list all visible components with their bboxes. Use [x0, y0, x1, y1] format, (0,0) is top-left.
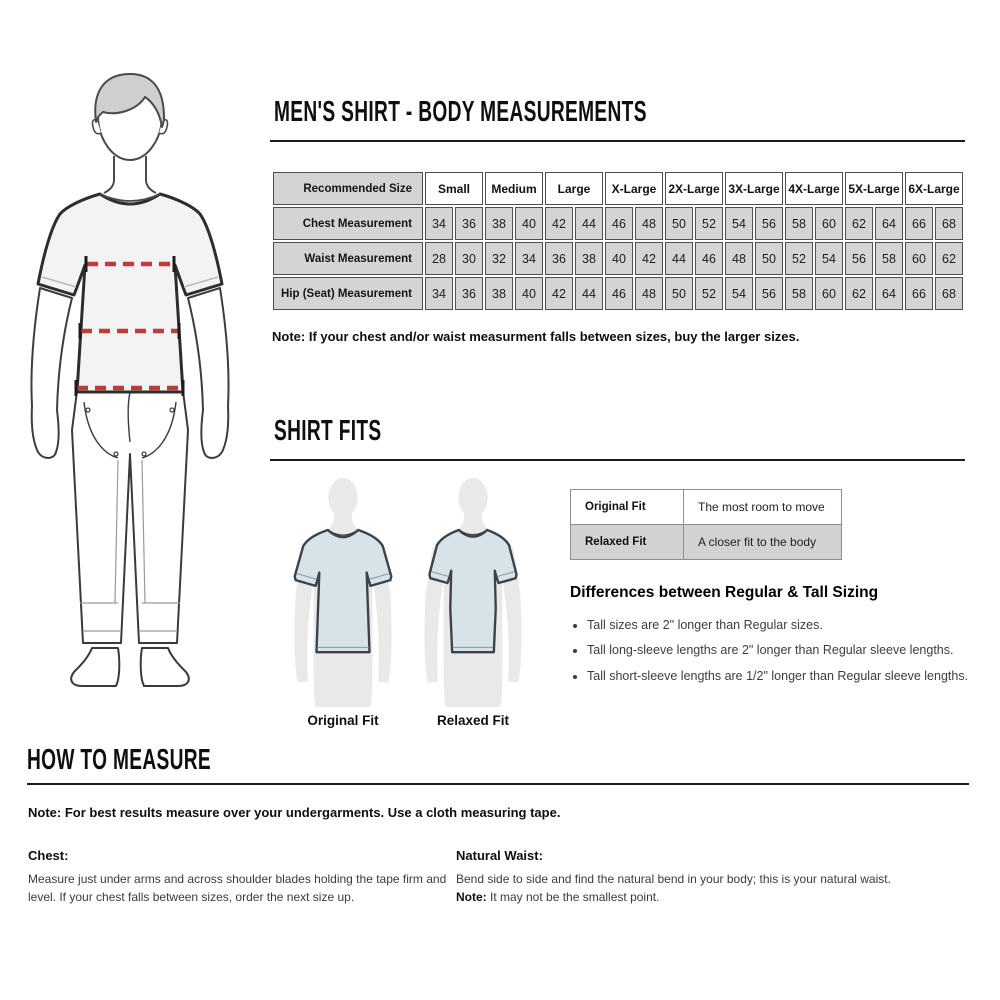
- size-col-2xlarge: 2X-Large: [665, 172, 723, 205]
- measurement-value: 66: [905, 207, 933, 240]
- measurement-value: 48: [725, 242, 753, 275]
- measurement-value: 38: [485, 277, 513, 310]
- measurement-value: 42: [545, 277, 573, 310]
- size-col-xlarge: X-Large: [605, 172, 663, 205]
- original-fit-illustration: [283, 476, 403, 708]
- relaxed-fit-row: [571, 525, 842, 560]
- measurement-value: 58: [785, 277, 813, 310]
- measurement-value: 28: [425, 242, 453, 275]
- original-fit-row: [571, 490, 842, 525]
- measurement-value: 52: [785, 242, 813, 275]
- measurement-value: 60: [815, 207, 843, 240]
- measurement-value: 34: [425, 207, 453, 240]
- table-header-row: [273, 172, 963, 205]
- natural-waist-note-label: Note:: [456, 890, 487, 904]
- measurement-value: 66: [905, 277, 933, 310]
- measurement-value: 34: [515, 242, 543, 275]
- original-fit-label: Original Fit: [307, 713, 379, 728]
- measurement-value: 60: [815, 277, 843, 310]
- measurement-value: 34: [425, 277, 453, 310]
- size-col-3xlarge: 3X-Large: [725, 172, 783, 205]
- fit-description-table: [570, 489, 842, 560]
- measurement-value: 62: [845, 207, 873, 240]
- measurement-value: 64: [875, 207, 903, 240]
- fit-name: Relaxed Fit: [571, 525, 684, 560]
- measurement-value: 36: [455, 277, 483, 310]
- size-col-6xlarge: 6X-Large: [905, 172, 963, 205]
- title-underline: [270, 140, 965, 142]
- measurement-value: 44: [575, 207, 603, 240]
- measurement-value: 58: [875, 242, 903, 275]
- measurement-value: 54: [815, 242, 843, 275]
- chest-instructions: [28, 848, 458, 906]
- measurement-value: 46: [605, 207, 633, 240]
- row-label: Hip (Seat) Measurement: [273, 277, 423, 310]
- chest-heading: Chest:: [28, 848, 69, 863]
- measurement-value: 44: [575, 277, 603, 310]
- body-measurement-figure-illustration: [30, 58, 260, 693]
- waist-measurement-row: [273, 242, 963, 275]
- measurement-value: 44: [665, 242, 693, 275]
- relaxed-fit-label: Relaxed Fit: [436, 713, 510, 728]
- measurement-value: 60: [905, 242, 933, 275]
- measurement-value: 52: [695, 207, 723, 240]
- row-label: Chest Measurement: [273, 207, 423, 240]
- chest-measurement-row: [273, 207, 963, 240]
- measurement-value: 40: [515, 277, 543, 310]
- measurement-value: 50: [665, 207, 693, 240]
- measurement-value: 40: [515, 207, 543, 240]
- measurement-value: 54: [725, 277, 753, 310]
- size-col-small: Small: [425, 172, 483, 205]
- natural-waist-instructions: [456, 848, 896, 906]
- size-col-5xlarge: 5X-Large: [845, 172, 903, 205]
- measurement-value: 62: [845, 277, 873, 310]
- relaxed-fit-illustration: [413, 476, 533, 708]
- measurement-value: 30: [455, 242, 483, 275]
- size-col-4xlarge: 4X-Large: [785, 172, 843, 205]
- size-col-large: Large: [545, 172, 603, 205]
- measurement-value: 68: [935, 207, 963, 240]
- measurement-value: 38: [575, 242, 603, 275]
- measurement-value: 50: [665, 277, 693, 310]
- measurement-value: 42: [545, 207, 573, 240]
- section-title-how-to-measure: HOW TO MEASURE: [27, 744, 211, 776]
- natural-waist-heading: Natural Waist:: [456, 848, 543, 863]
- measurement-value: 68: [935, 277, 963, 310]
- measurement-value: 52: [695, 277, 723, 310]
- natural-waist-text-part1: Bend side to side and find the natural bend in your body; this is your natural waist.: [456, 872, 891, 886]
- differences-list: [572, 617, 987, 693]
- measurement-value: 48: [635, 207, 663, 240]
- measurement-value: 40: [605, 242, 633, 275]
- size-col-medium: Medium: [485, 172, 543, 205]
- measurement-value: 32: [485, 242, 513, 275]
- hip-measurement-row: [273, 277, 963, 310]
- section-title-body-measurements: MEN'S SHIRT - BODY MEASUREMENTS: [274, 96, 647, 128]
- sizing-note: Note: If your chest and/or waist measurment falls between sizes, buy the larger sizes.: [272, 329, 800, 344]
- measurement-value: 56: [755, 207, 783, 240]
- how-to-measure-underline: [27, 783, 969, 785]
- measurement-value: 62: [935, 242, 963, 275]
- difference-item: • Tall sizes are 2" longer than Regular sizes.: [587, 617, 987, 633]
- difference-item: • Tall long-sleeve lengths are 2" longer than Regular sleeve lengths.: [587, 642, 987, 658]
- recommended-size-header: Recommended Size: [273, 172, 423, 205]
- measurement-value: 58: [785, 207, 813, 240]
- measurement-value: 46: [695, 242, 723, 275]
- measuring-note: Note: For best results measure over your undergarments. Use a cloth measuring tape.: [28, 805, 561, 820]
- measurement-value: 64: [875, 277, 903, 310]
- measurement-value: 56: [845, 242, 873, 275]
- natural-waist-text-part2: It may not be the smallest point.: [486, 890, 660, 904]
- measurement-value: 46: [605, 277, 633, 310]
- fit-description: A closer fit to the body: [684, 525, 842, 560]
- shirt-fits-underline: [270, 459, 965, 461]
- measurement-value: 42: [635, 242, 663, 275]
- natural-waist-text: [456, 870, 896, 906]
- measurement-value: 48: [635, 277, 663, 310]
- measurement-value: 36: [455, 207, 483, 240]
- measurement-value: 54: [725, 207, 753, 240]
- fit-name: Original Fit: [571, 490, 684, 525]
- chest-text: Measure just under arms and across shoulder blades holding the tape firm and level. If your chest falls between sizes, order the next size up.: [28, 872, 447, 904]
- differences-title: Differences between Regular & Tall Sizing: [570, 584, 879, 601]
- measurement-value: 38: [485, 207, 513, 240]
- row-label: Waist Measurement: [273, 242, 423, 275]
- fit-description: The most room to move: [684, 490, 842, 525]
- measurement-value: 50: [755, 242, 783, 275]
- measurement-value: 56: [755, 277, 783, 310]
- measurement-value: 36: [545, 242, 573, 275]
- difference-item: • Tall short-sleeve lengths are 1/2" longer than Regular sleeve lengths.: [587, 668, 987, 684]
- body-measurements-table: [271, 170, 965, 312]
- section-title-shirt-fits: SHIRT FITS: [274, 415, 382, 447]
